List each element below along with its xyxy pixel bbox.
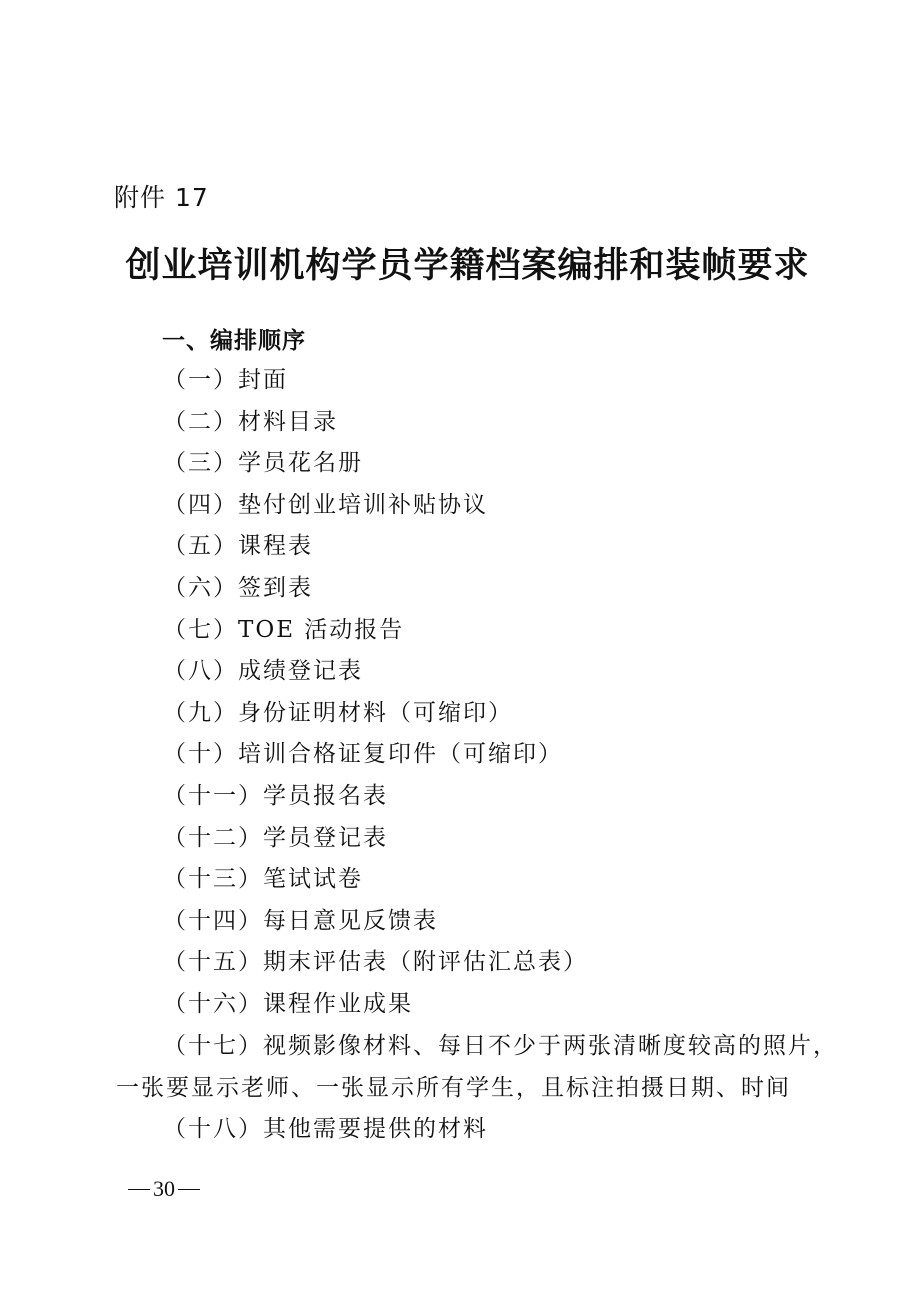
list-item: （九）身份证明材料（可缩印） (163, 699, 513, 726)
document-title: 创业培训机构学员学籍档案编排和装帧要求 (125, 246, 810, 286)
list-item-17-line-2: 一张要显示老师、一张显示所有学生，且标注拍摄日期、时间 (116, 1075, 791, 1101)
list-item: （七）TOE 活动报告 (163, 616, 405, 643)
list-item: （十六）课程作业成果 (163, 990, 413, 1017)
page-number-dash-left (128, 1189, 150, 1190)
list-item: （一）封面 (163, 367, 288, 393)
list-item: （十）培训合格证复印件（可缩印） (163, 741, 563, 768)
page-number-dash-right (178, 1189, 200, 1190)
list-item: （四）垫付创业培训补贴协议 (163, 491, 488, 518)
ordering-list (163, 360, 863, 1026)
list-item: （三）学员花名册 (163, 450, 363, 477)
list-item-17 (116, 1025, 838, 1109)
section-heading: 一、编排顺序 (162, 328, 306, 354)
list-item: （二）材料目录 (163, 408, 338, 435)
list-item-17-line-1: （十七）视频影像材料、每日不少于两张清晰度较高的照片， (163, 1033, 838, 1059)
list-item: （十五）期末评估表（附评估汇总表） (163, 949, 588, 976)
list-item: （十三）笔试试卷 (163, 866, 363, 893)
page-number (128, 1176, 200, 1202)
list-item: （十四）每日意见反馈表 (163, 907, 438, 934)
list-item: （五）课程表 (163, 533, 313, 560)
list-item: （十一）学员报名表 (163, 782, 388, 809)
attachment-label: 附件 17 (114, 183, 209, 212)
list-item-18: （十八）其他需要提供的材料 (163, 1116, 488, 1142)
list-item: （十二）学员登记表 (163, 824, 388, 851)
list-item: （八）成绩登记表 (163, 658, 363, 685)
list-item: （六）签到表 (163, 574, 313, 601)
page-number-value: 30 (153, 1176, 175, 1201)
